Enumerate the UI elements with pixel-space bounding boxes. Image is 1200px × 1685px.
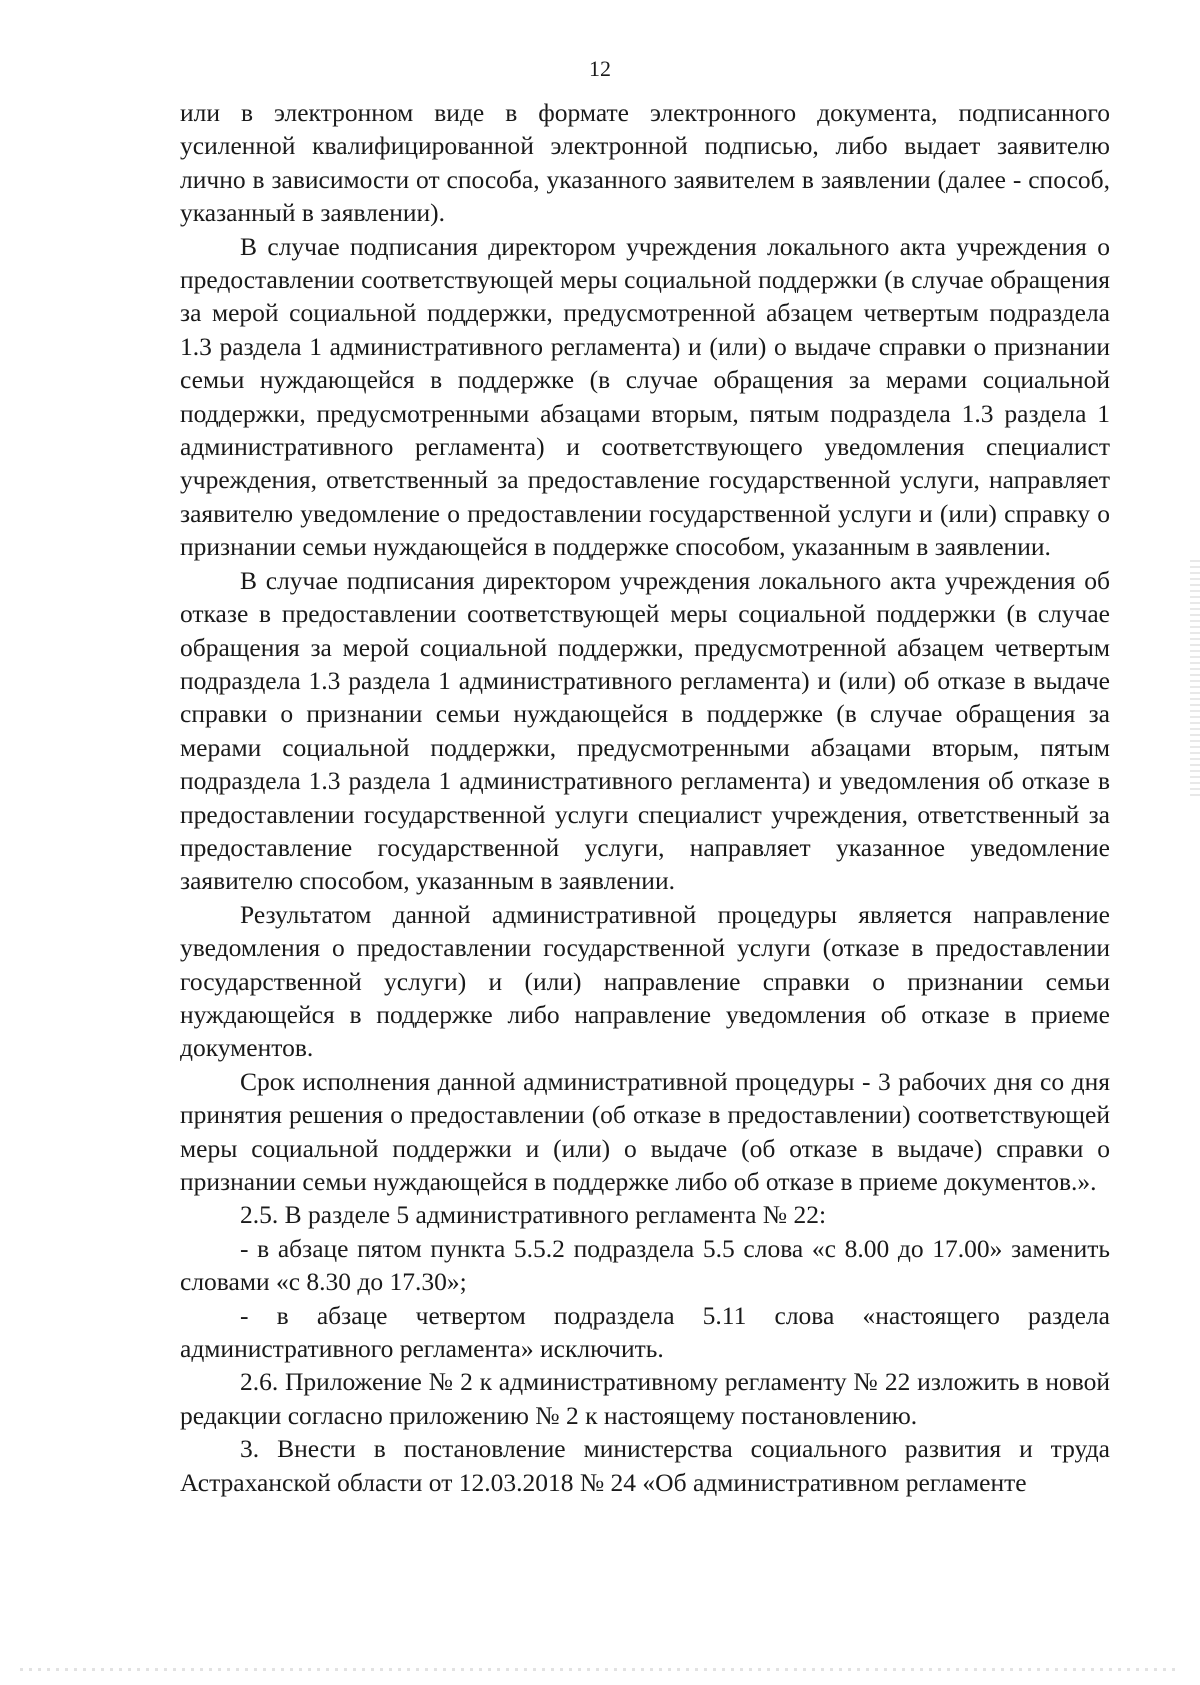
paragraph-continuation: или в электронном виде в формате электронного документа, подписанного усиленной квалифицированной электронной подписью, либо выдает заявителю лично в зависимости от способа, указанного заявителем в заявлении (далее - способ, указанный в заявлении). [180, 98, 1110, 228]
paragraph-item-2-5-sub-2: - в абзаце четвертом подраздела 5.11 слова «настоящего раздела административного регламента» исключить. [180, 1300, 1110, 1364]
paragraph-item-2-6: 2.6. Приложение № 2 к административному регламенту № 22 изложить в новой редакции согласно приложению № 2 к настоящему постановлению. [180, 1367, 1110, 1430]
paragraph-procedure-deadline: Срок исполнения данной административной процедуры - 3 рабочих дня со дня принятия решения о предоставлении (об отказе в предоставлении) соответствующей меры социальной поддержки и (или) о выдаче (об отказе в выдаче) справки о признании семьи нуждающейся в поддержке либо об отказе в приеме документов.». [180, 1066, 1110, 1196]
paragraph-procedure-result: Результатом данной административной процедуры является направление уведомления о предоставлении государственной услуги (отказе в предоставлении государственной услуги) и (или) направление справки о признании семьи нуждающейся в поддержке либо направление уведомления об отказе в приеме документов. [180, 899, 1110, 1063]
paragraph-item-2-5: 2.5. В разделе 5 административного регламента № 22: [240, 1200, 827, 1230]
paragraph-grant-notification: В случае подписания директором учреждения локального акта учреждения о предоставлении соответствующей меры социальной поддержки (в случае обращения за мерой социальной поддержки, предусмотренной абзацем четвертым подраздела 1.3 раздела 1 административного регламента) и (или) о выдаче справки о признании семьи нуждающейся в поддержке (в случае обращения за мерами социальной поддержки, предусмотренными абзацами вторым, пятым подраздела 1.3 раздела 1 административного регламента) и соответствующего уведомления специалист учреждения, ответственный за предоставление государственной услуги, направляет заявителю уведомление о предоставлении государственной услуги и (или) справку о признании семьи нуждающейся в поддержке способом, указанным в заявлении. [180, 231, 1110, 562]
page-number: 12 [589, 56, 611, 81]
scan-bottom-artifact [20, 1668, 1180, 1671]
paragraph-item-3: 3. Внести в постановление министерства социального развития и труда Астраханской области от 12.03.2018 № 24 «Об административном регламенте [180, 1434, 1110, 1497]
scan-edge-artifact [1190, 560, 1200, 800]
document-body [180, 96, 1110, 1499]
paragraph-item-2-5-sub-1: - в абзаце пятом пункта 5.5.2 подраздела 5.5 слова «с 8.00 до 17.00» заменить словами «с 8.30 до 17.30»; [180, 1233, 1110, 1297]
paragraph-refusal-notification: В случае подписания директором учреждения локального акта учреждения об отказе в предоставлении соответствующей меры социальной поддержки (в случае обращения за мерой социальной поддержки, предусмотренной абзацем четвертым подраздела 1.3 раздела 1 административного регламента) и (или) об отказе в выдаче справки о признании семьи нуждающейся в поддержке (в случае обращения за мерами социальной поддержки, предусмотренными абзацами вторым, пятым подраздела 1.3 раздела 1 административного регламента) и уведомления об отказе в предоставлении государственной услуги специалист учреждения, ответственный за предоставление государственной услуги, направляет указанное уведомление заявителю способом, указанным в заявлении. [180, 565, 1110, 896]
